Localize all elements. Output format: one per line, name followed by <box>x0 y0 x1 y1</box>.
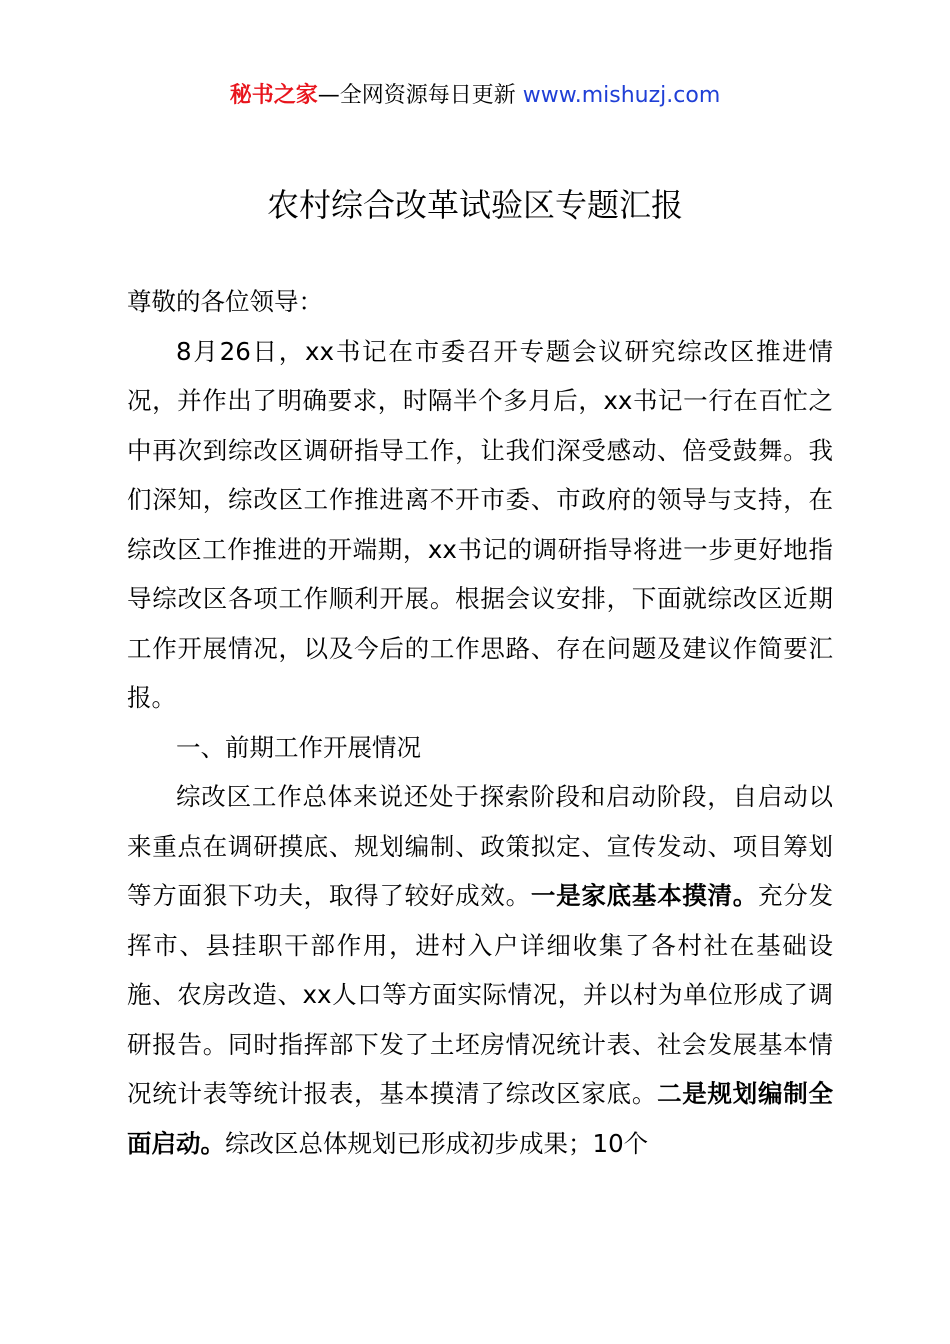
salutation: 尊敬的各位领导： <box>127 287 323 316</box>
paragraph-intro: 8月26日，xx书记在市委召开专题会议研究综改区推进情况，并作出了明确要求，时隔半个多月后，xx书记一行在百忙之中再次到综改区调研指导工作，让我们深受感动、倍受鼓舞。我们深知，综改区工作推进离不开市委、市政府的领导与支持，在综改区工作推进的开端期，xx书记的调研指导将进一步更好地指导综改区各项工作顺利开展。根据会议安排，下面就综改区近期工作开展情况，以及今后的工作思路、存在问题及建议作简要汇报。 <box>127 336 833 712</box>
document-body <box>127 277 833 1168</box>
section-heading-1: 一、前期工作开展情况 <box>176 732 421 762</box>
site-tagline: —全网资源每日更新 <box>317 83 516 108</box>
site-header <box>0 80 950 112</box>
document-title: 农村综合改革试验区专题汇报 <box>266 186 683 224</box>
bold-point-2: 二是规划编制全面启动。 <box>127 1079 834 1158</box>
site-brand: 秘书之家 <box>229 83 318 108</box>
bold-point-1: 一是家底基本摸清。 <box>530 881 759 910</box>
site-url-link[interactable]: www.mishuzj.com <box>522 83 721 108</box>
paragraph-text: 综改区总体规划已形成初步成果；10个 <box>225 1128 649 1158</box>
paragraph-text: 充分发挥市、县挂职干部作用，进村入户详细收集了各村社在基础设施、农房改造、xx人口等方面实际情况，并以村为单位形成了调研报告。同时指挥部下发了土坯房情况统计表、社会发展基本情况统计表等统计报表，基本摸清了综改区家底。 <box>127 881 834 1108</box>
paragraph-section-1 <box>127 772 833 1168</box>
paragraph-text: 综改区工作总体来说还处于探索阶段和启动阶段，自启动以来重点在调研摸底、规划编制、政策拟定、宣传发动、项目筹划等方面狠下功夫，取得了较好成效。 <box>127 782 833 910</box>
